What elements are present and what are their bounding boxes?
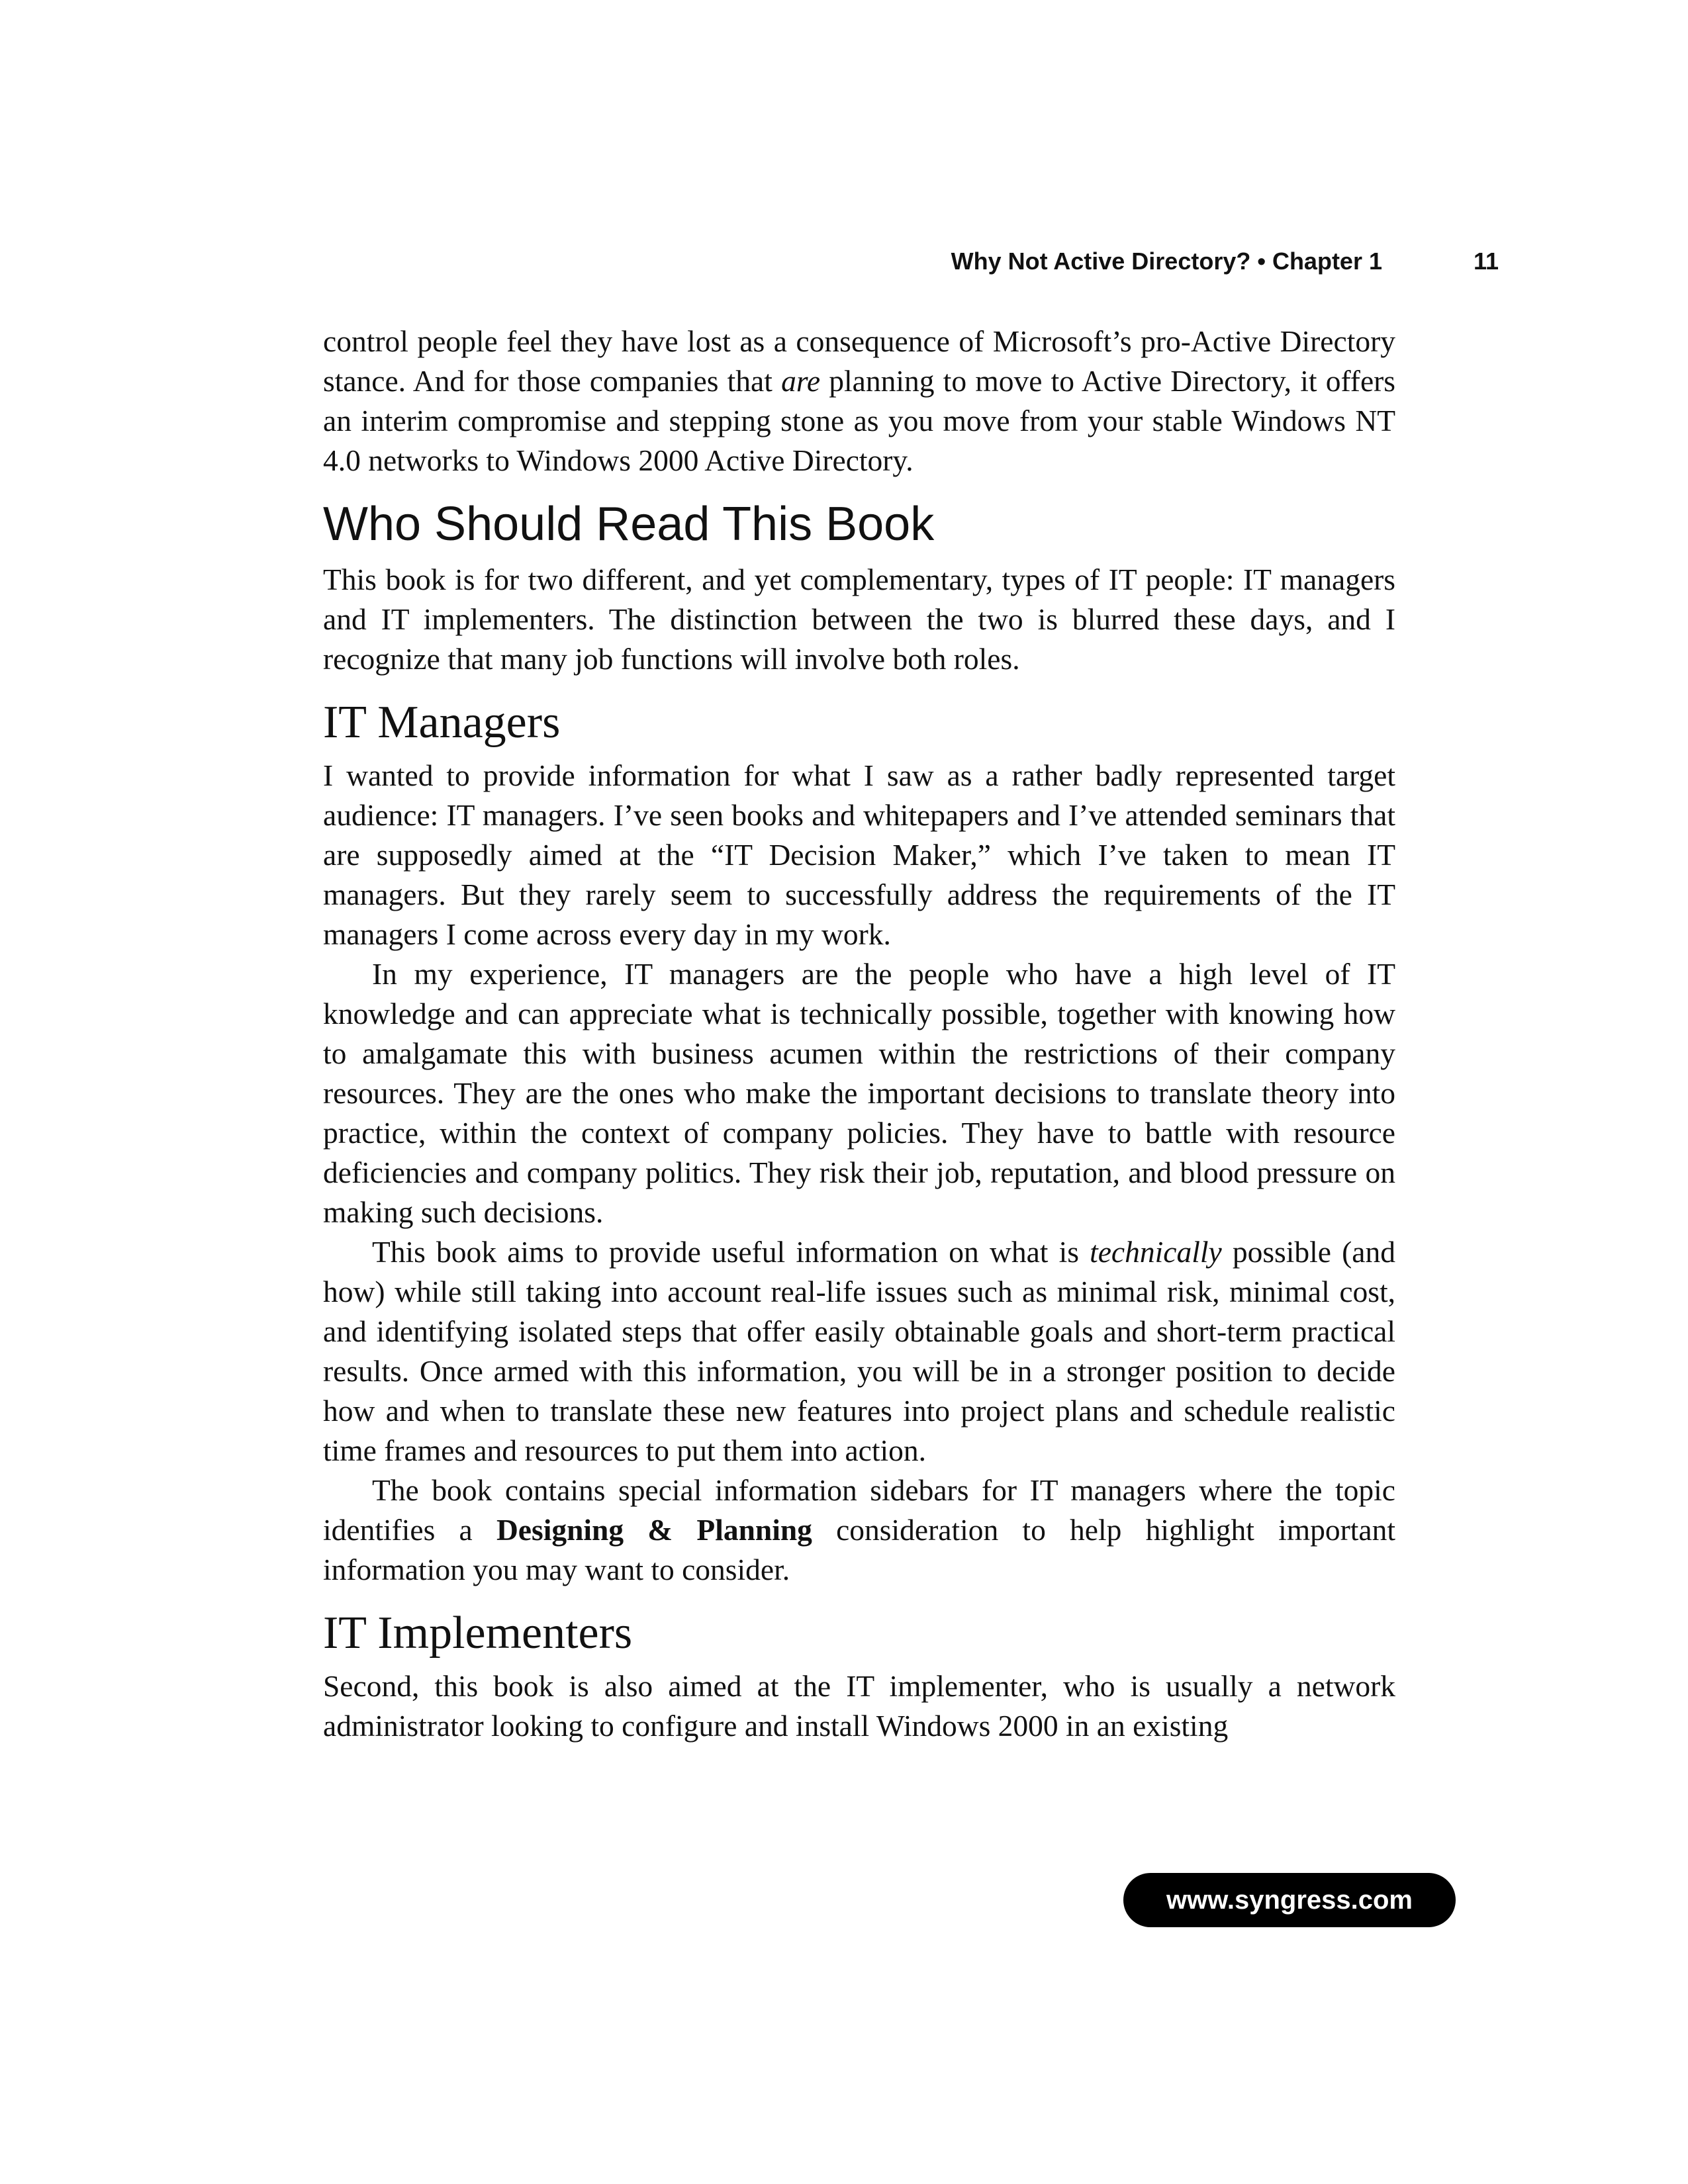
page-body [323,322,1395,1746]
running-head-title: Why Not Active Directory? • Chapter 1 [951,248,1382,275]
it-managers-paragraph-1: I wanted to provide information for what I saw as a rather badly represented target audience: IT managers. I’ve seen books and whitepapers and I’ve attended seminars that are supposedly aimed at the “IT Decision Maker,” which I’ve taken to mean IT managers. But they rarely seem to successfully address the requirements of the IT managers I come across every day in my work. [323,758,1395,951]
p4-text-2: consideration to help highlight important information you may want to consider. [323,1513,1396,1586]
it-managers-paragraph-2: In my experience, IT managers are the people who have a high level of IT knowledge and can appreciate what is technically possible, together with knowing how to amalgamate this with business acumen within the restrictions of their company resources. They are the ones who make the important decisions to translate theory into practice, within the context of company policies. They have to battle with resource deficiencies and company politics. They risk their job, reputation, and blood pressure on making such decisions. [323,957,1395,1229]
p3-text-1: This book aims to provide useful information on what is [372,1235,1090,1269]
page-number: 11 [1473,248,1499,275]
section-heading-it-managers: IT Managers [323,697,561,748]
it-implementers-paragraph-1: Second, this book is also aimed at the IT implementer, who is usually a network administrator looking to configure and install Windows 2000 in an existing [323,1669,1395,1743]
it-managers-paragraph-4 [323,1471,1395,1590]
p3-text-2: possible (and how) while still taking into account real-life issues such as minimal risk, minimal cost, and identifying isolated steps that offer easily obtainable goals and short-term practical results. Once armed with this information, you will be in a stronger position to decide how and when to translate these new features into project plans and schedule realistic time frames and resources to put them into action. [323,1235,1395,1467]
p4-text-1: The book contains special information sidebars for IT managers where the topic identifies a [323,1473,1395,1547]
p3-emphasis: technically [1090,1235,1222,1269]
intro-text-2: planning to move to Active Directory, it offers an interim compromise and stepping stone as you move from your stable Windows NT 4.0 networks to Windows 2000 Active Directory. [323,364,1395,477]
publisher-url[interactable]: www.syngress.com [1166,1886,1413,1915]
section-heading-who-should-read: Who Should Read This Book [323,498,935,551]
who-should-read-paragraph: This book is for two different, and yet complementary, types of IT people: IT managers and IT implementers. The distinction between the two is blurred these days, and I recognize that many job functions will involve both roles. [323,563,1395,676]
designing-planning-label: Designing & Planning [496,1513,812,1547]
running-head [0,248,1688,287]
section-heading-it-implementers: IT Implementers [323,1608,633,1659]
intro-emphasis: are [781,364,821,398]
intro-paragraph [323,322,1395,480]
publisher-url-badge[interactable] [1123,1873,1456,1927]
it-managers-paragraph-3 [323,1232,1395,1471]
intro-text-1: control people feel they have lost as a consequence of Microsoft’s pro-Active Directory stance. And for those companies that [323,324,1395,398]
